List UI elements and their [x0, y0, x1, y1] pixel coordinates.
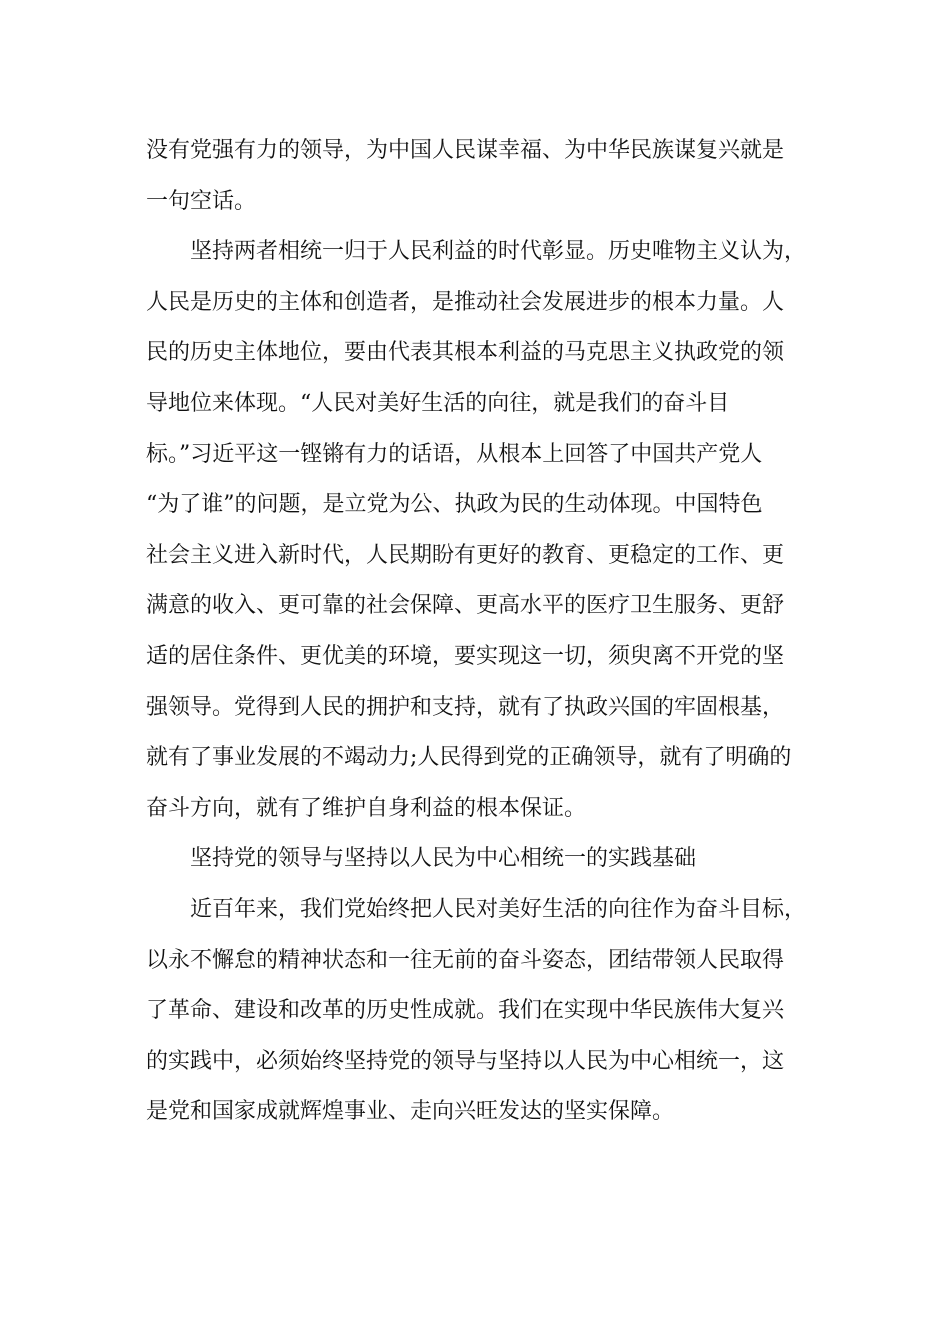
- paragraph-first-line: 坚持党的领导与坚持以人民为中心相统一的实践基础: [190, 846, 697, 872]
- paragraph-first-line: 近百年来，我们党始终把人民对美好生活的向往作为奋斗目标，: [190, 896, 807, 922]
- text-line: 人民是历史的主体和创造者，是推动社会发展进步的根本力量。人: [146, 289, 785, 315]
- text-line: 标。”习近平这一铿锵有力的话语，从根本上回答了中国共产党人: [146, 441, 763, 467]
- text-line: 以永不懈怠的精神状态和一往无前的奋斗姿态，团结带领人民取得: [146, 947, 785, 973]
- text-line: 民的历史主体地位，要由代表其根本利益的马克思主义执政党的领: [146, 340, 785, 366]
- text-line: 社会主义进入新时代，人民期盼有更好的教育、更稳定的工作、更: [146, 542, 785, 568]
- paragraph-first-line: 坚持两者相统一归于人民利益的时代彰显。历史唯物主义认为，: [190, 239, 807, 265]
- text-line: “为了谁”的问题，是立党为公、执政为民的生动体现。中国特色: [146, 492, 763, 518]
- text-line: 就有了事业发展的不竭动力;人民得到党的正确领导，就有了明确的: [146, 745, 792, 771]
- text-line: 满意的收入、更可靠的社会保障、更高水平的医疗卫生服务、更舒: [146, 593, 785, 619]
- text-line: 强领导。党得到人民的拥护和支持，就有了执政兴国的牢固根基，: [146, 694, 785, 720]
- text-line: 导地位来体现。“人民对美好生活的向往，就是我们的奋斗目: [146, 390, 730, 416]
- text-line: 适的居住条件、更优美的环境，要实现这一切，须臾离不开党的坚: [146, 643, 785, 669]
- text-line: 奋斗方向，就有了维护自身利益的根本保证。: [146, 795, 587, 821]
- text-line: 是党和国家成就辉煌事业、走向兴旺发达的坚实保障。: [146, 1099, 675, 1125]
- text-line: 的实践中，必须始终坚持党的领导与坚持以人民为中心相统一，这: [146, 1048, 785, 1074]
- text-line: 没有党强有力的领导，为中国人民谋幸福、为中华民族谋复兴就是: [146, 138, 785, 163]
- text-line: 一句空话。: [146, 188, 257, 214]
- text-line: 了革命、建设和改革的历史性成就。我们在实现中华民族伟大复兴: [146, 998, 785, 1024]
- document-body: [146, 126, 806, 1138]
